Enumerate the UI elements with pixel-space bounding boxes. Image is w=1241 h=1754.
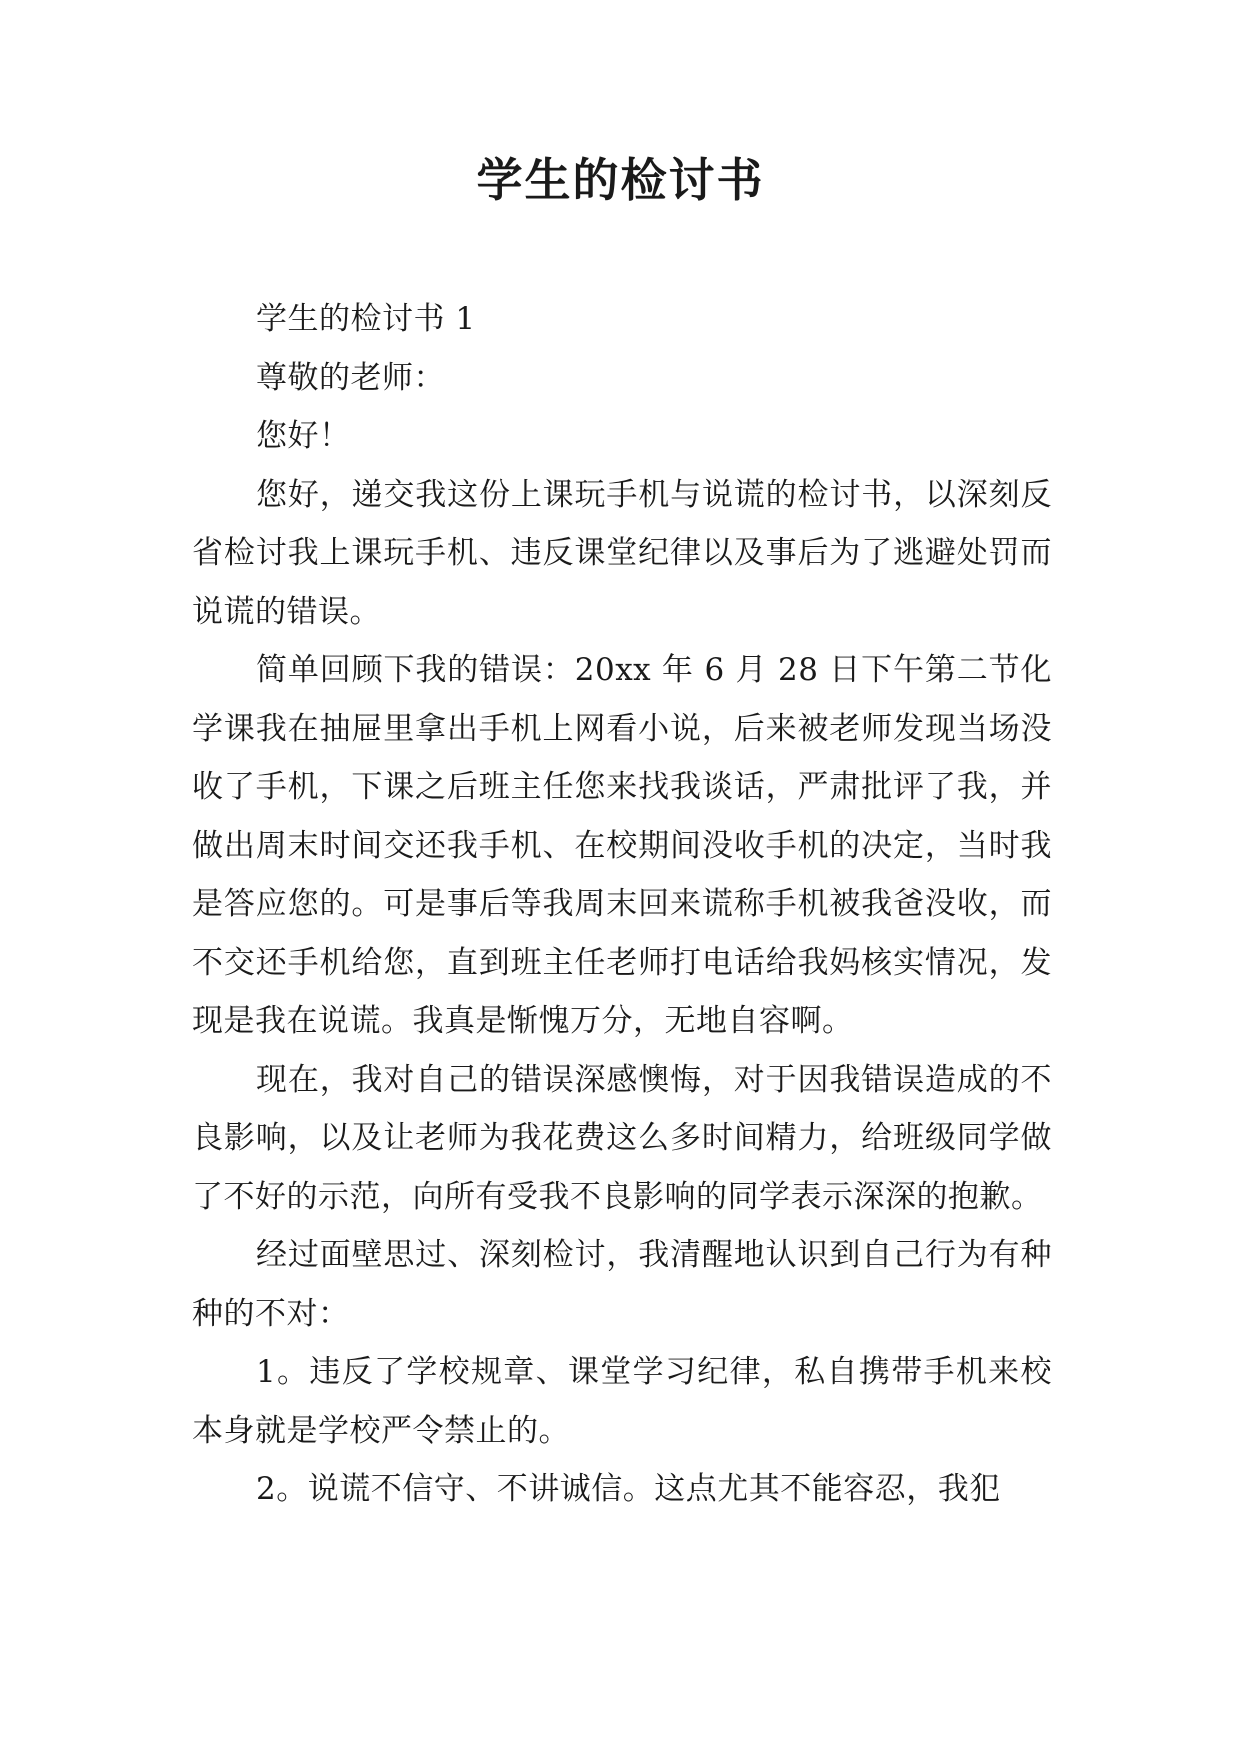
greeting: 您好！ (256, 418, 351, 454)
section-heading: 学生的检讨书 1 (256, 301, 476, 337)
document-title: 学生的检讨书 (476, 153, 765, 207)
document-body (192, 290, 1052, 1519)
body-paragraph: 简单回顾下我的错误：20xx 年 6 月 28 日下午第二节化学课我在抽屉里拿出手机上网看小说，后来被老师发现当场没收了手机，下课之后班主任您来找我谈话，严肃批评了我，并做出周末时间交还我手机、在校期间没收手机的决定，当时我是答应您的。可是事后等我周末回来谎称手机被我爸没收，而不交还手机给您，直到班主任老师打电话给我妈核实情况，发现是我在说谎。我真是惭愧万分，无地自容啊。 (192, 652, 1052, 1039)
list-item: 2。说谎不信守、不讲诚信。这点尤其不能容忍，我犯 (256, 1471, 1001, 1507)
salutation: 尊敬的老师： (256, 359, 445, 396)
body-paragraph: 现在，我对自己的错误深感懊悔，对于因我错误造成的不良影响，以及让老师为我花费这么多时间精力，给班级同学做了不好的示范，向所有受我不良影响的同学表示深深的抱歉。 (192, 1061, 1052, 1215)
body-paragraph: 您好，递交我这份上课玩手机与说谎的检讨书，以深刻反省检讨我上课玩手机、违反课堂纪律以及事后为了逃避处罚而说谎的错误。 (192, 476, 1052, 630)
list-item: 1。违反了学校规章、课堂学习纪律，私自携带手机来校本身就是学校严令禁止的。 (192, 1354, 1052, 1449)
body-paragraph: 经过面壁思过、深刻检讨，我清醒地认识到自己行为有种种的不对： (192, 1237, 1052, 1332)
